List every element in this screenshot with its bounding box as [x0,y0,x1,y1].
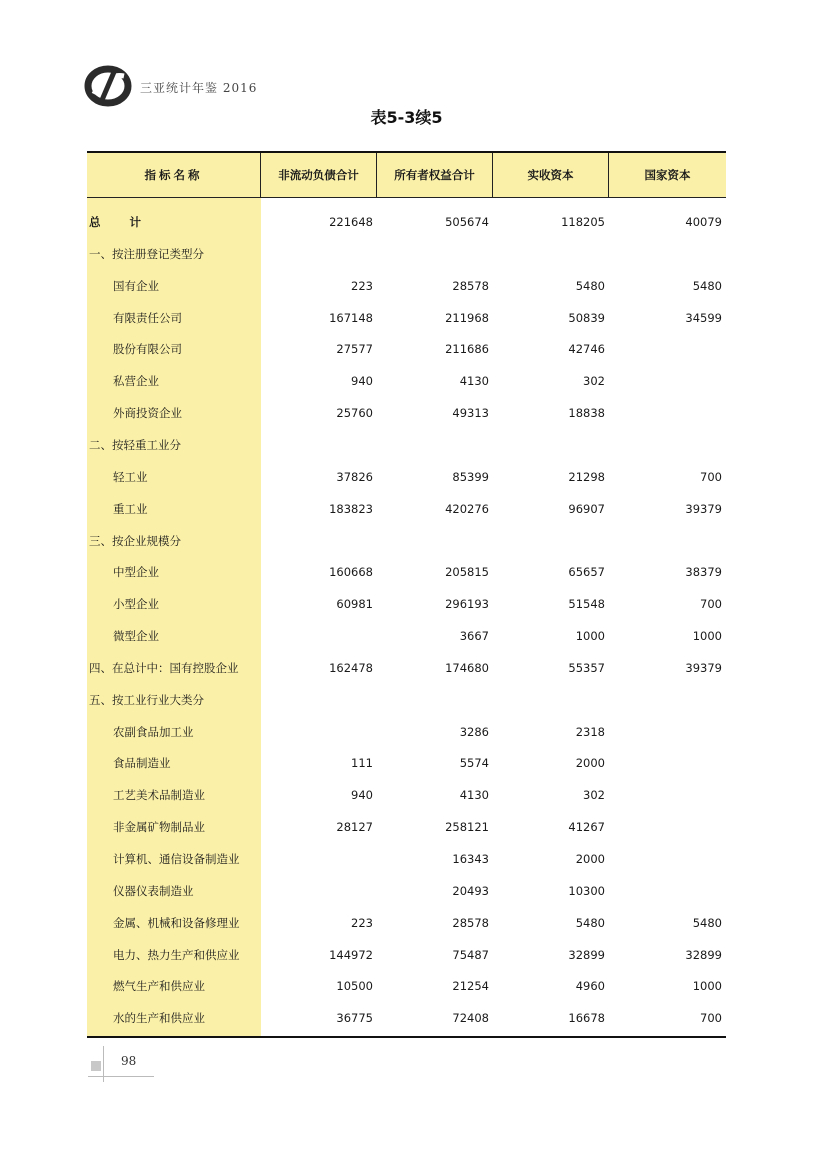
table-cell: 183823 [329,501,373,516]
table-cell: 20493 [452,883,489,898]
table-row [87,588,726,620]
table-cell: 144972 [329,947,373,962]
table-cell: 211686 [445,342,489,357]
table-cell: 302 [583,374,605,389]
table-row [87,779,726,811]
table-cell: 18838 [568,406,605,421]
row-label: 四、在总计中：国有控股企业 [89,660,239,675]
table-cell: 174680 [445,660,489,675]
table-cell: 940 [351,788,373,803]
table-row [87,939,726,971]
table-cell: 700 [700,1011,722,1026]
table-cell: 4960 [575,979,605,994]
table-title: 表5-3续5 [370,108,443,127]
table-cell: 96907 [568,501,605,516]
table-cell: 34599 [685,310,722,325]
table-cell: 10500 [336,979,373,994]
table-cell: 4130 [459,374,489,389]
table-cell: 5480 [575,915,605,930]
row-label: 小型企业 [113,597,159,612]
row-label: 电力、热力生产和供应业 [113,947,240,962]
table-cell: 2318 [575,724,605,739]
table-cell: 60981 [336,597,373,612]
row-label: 仪器仪表制造业 [113,883,194,898]
table-row [87,652,726,684]
table-cell: 162478 [329,660,373,675]
table-row [87,716,726,748]
table-cell: 111 [351,756,373,771]
table-cell: 49313 [452,406,489,421]
table-row [87,811,726,843]
table-cell: 42746 [568,342,605,357]
column-header-state-capital: 国家资本 [644,168,691,182]
table-cell: 41267 [568,820,605,835]
table-row [87,429,726,461]
table-cell: 38379 [685,565,722,580]
table-cell: 75487 [452,947,489,962]
table-cell: 85399 [452,469,489,484]
table-cell: 2000 [575,756,605,771]
column-header-owners-equity: 所有者权益合计 [377,153,493,197]
row-label: 非金属矿物制品业 [113,820,205,835]
table-cell: 65657 [568,565,605,580]
row-label: 食品制造业 [113,756,171,771]
table-cell: 221648 [329,215,373,229]
table-cell: 55357 [568,660,605,675]
row-label: 外商投资企业 [113,406,182,421]
table-header-row [87,153,726,198]
table-cell: 5480 [575,278,605,293]
table-cell: 27577 [336,342,373,357]
table-row [87,525,726,557]
table-cell: 258121 [445,820,489,835]
table-cell: 28578 [452,915,489,930]
yearbook-logo-icon [84,64,132,108]
row-label: 私营企业 [113,374,159,389]
row-label: 轻工业 [113,469,148,484]
table-cell: 28578 [452,278,489,293]
table-cell: 420276 [445,501,489,516]
table-cell: 700 [700,597,722,612]
table-cell: 39379 [685,501,722,516]
table-cell: 5574 [459,756,489,771]
table-cell: 10300 [568,883,605,898]
table-cell: 28127 [336,820,373,835]
column-header-noncurrent-liabilities: 非流动负债合计 [261,153,377,197]
row-label: 中型企业 [113,565,159,580]
row-label: 股份有限公司 [113,342,182,357]
table-cell: 25760 [336,406,373,421]
table-cell: 5480 [692,278,722,293]
table-cell: 72408 [452,1011,489,1026]
row-label: 有限责任公司 [113,310,182,325]
table-cell: 940 [351,374,373,389]
table-cell: 205815 [445,565,489,580]
table-cell: 36775 [336,1011,373,1026]
row-label: 燃气生产和供应业 [113,979,205,994]
table-cell: 2000 [575,852,605,866]
table-row [87,875,726,907]
table-row [87,270,726,302]
row-label: 金属、机械和设备修理业 [113,915,240,930]
table-cell: 505674 [445,215,489,229]
table-row [87,493,726,525]
table-cell: 160668 [329,565,373,580]
table-cell: 37826 [336,469,373,484]
table-bottom-rule [87,1036,726,1038]
page-number: 98 [121,1054,137,1068]
column-header-paid-in-capital: 实收资本 [493,153,609,197]
table-cell: 51548 [568,597,605,612]
table-row [87,397,726,429]
table-cell: 1000 [692,629,722,644]
table-cell: 32899 [568,947,605,962]
table-row [87,620,726,652]
table-cell: 302 [583,788,605,803]
table-cell: 3286 [459,724,489,739]
table-cell: 16678 [568,1011,605,1026]
table-row [87,206,726,238]
footer-square-mark [91,1061,101,1071]
table-cell: 1000 [692,979,722,994]
table-cell: 700 [700,469,722,484]
row-label: 计算机、通信设备制造业 [113,852,240,866]
table-row [87,1002,726,1034]
table-cell: 5480 [692,915,722,930]
table-cell: 167148 [329,310,373,325]
row-label: 工艺美术品制造业 [113,788,205,803]
table-row [87,333,726,365]
table-row [87,365,726,397]
statistics-table [87,151,726,1038]
table-cell: 39379 [685,660,722,675]
table-row [87,238,726,270]
table-cell: 223 [351,915,373,930]
row-label: 总 计 [89,215,143,229]
footer-horizontal-rule [88,1076,154,1077]
table-row [87,970,726,1002]
table-cell: 296193 [445,597,489,612]
row-label: 水的生产和供应业 [113,1011,205,1026]
table-cell: 4130 [459,788,489,803]
table-cell: 50839 [568,310,605,325]
table-row [87,684,726,716]
row-label: 五、按工业行业大类分 [89,692,204,707]
table-row [87,302,726,334]
table-row [87,747,726,779]
table-row [87,461,726,493]
table-cell: 21254 [452,979,489,994]
table-cell: 16343 [452,852,489,866]
table-row [87,556,726,588]
table-cell: 3667 [459,629,489,644]
table-cell: 32899 [685,947,722,962]
table-row [87,907,726,939]
row-label: 二、按轻重工业分 [89,437,181,452]
row-label: 三、按企业规模分 [89,533,181,548]
yearbook-title: 三亚统计年鉴 2016 [140,81,258,95]
row-label: 农副食品加工业 [113,724,194,739]
table-row [87,843,726,875]
table-cell: 21298 [568,469,605,484]
row-label: 一、按注册登记类型分 [89,246,204,261]
row-label: 重工业 [113,501,148,516]
row-label: 微型企业 [113,629,159,644]
table-cell: 1000 [575,629,605,644]
column-header-name: 指标名称 [87,153,261,197]
table-cell: 211968 [445,310,489,325]
table-cell: 223 [351,278,373,293]
table-cell: 118205 [561,215,605,229]
row-label: 国有企业 [113,278,159,293]
table-cell: 40079 [685,215,722,229]
